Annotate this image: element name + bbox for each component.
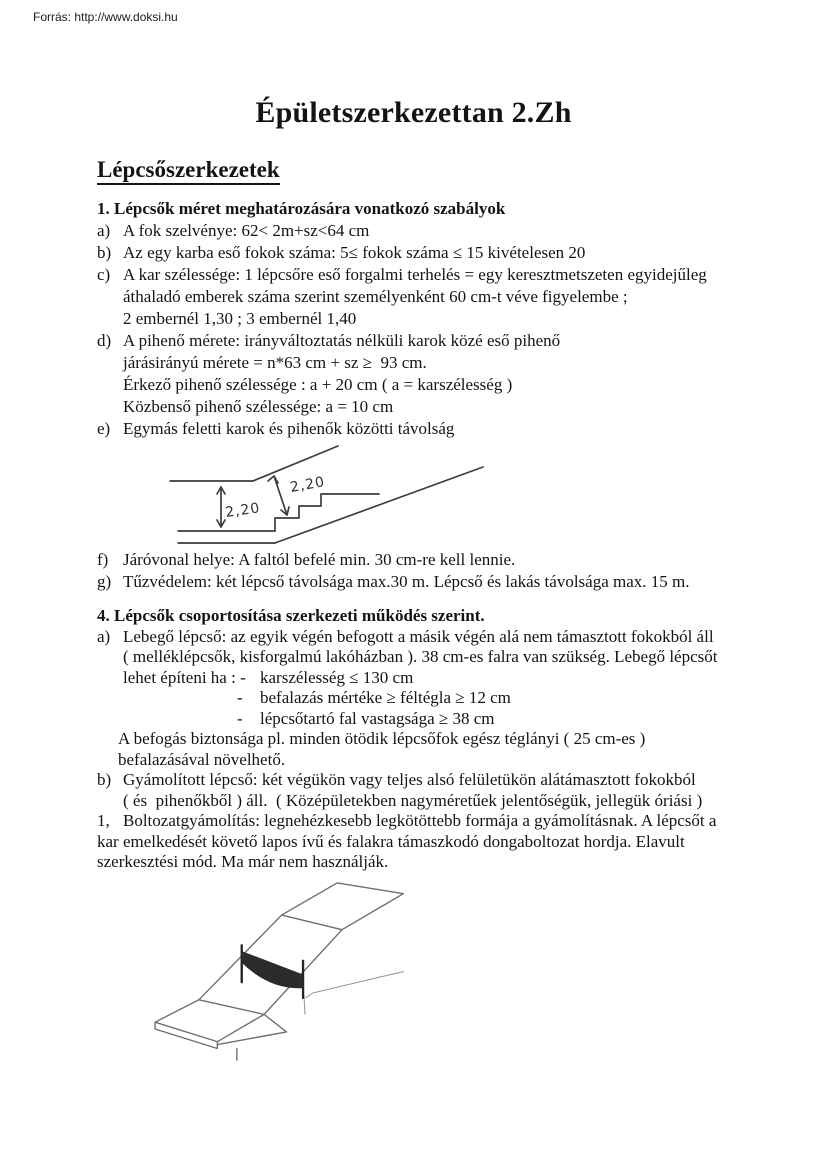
condition-text: lépcsőtartó fal vastagsága ≥ 38 cm [260,708,495,728]
note-text: A befogás biztonsága pl. minden ötödik lépcsőfok egész téglányi ( 25 cm-es ) [118,729,646,748]
figure-stair-clearance [158,443,488,547]
grouping-item-1 [97,811,767,832]
conditions-label: lehet építeni ha : - [123,667,246,687]
conditions-row-1 [123,668,767,689]
item-text: A fok szelvénye: 62< 2m+sz<64 cm [123,221,370,240]
grouping-heading: 4. Lépcsők csoportosítása szerkezeti működés szerint. [97,606,485,625]
item-text: 2 embernél 1,30 ; 3 embernél 1,40 [123,309,357,328]
vaulted-stair-sketch [138,881,473,1066]
item-text: áthaladó emberek száma szerint személyenként 60 cm-t véve figyelembe ; [123,287,628,306]
edge-line [264,1014,286,1032]
rules-section [97,198,767,440]
item-letter: b) [97,770,112,789]
item-text: A pihenő mérete: irányváltoztatás nélküli karok közé eső pihenő [123,331,561,350]
item-text: Tűzvédelem: két lépcső távolsága max.30 m. Lépcső és lakás távolsága max. 15 m. [123,572,690,591]
steps-profile [275,494,379,531]
item-letter: d) [97,331,112,350]
list-item-g [97,571,767,593]
item-letter: a) [97,221,111,240]
grouping-item-b [97,770,767,791]
bullet-dash: - [237,708,243,728]
source-header: Forrás: http://www.doksi.hu [33,10,178,24]
lower-landing-thickness [155,1022,217,1048]
figure-vaulted-stair [138,881,473,1066]
section-heading [97,156,827,184]
section-heading-text: Lépcsőszerkezetek [97,157,280,185]
page-title: Épületszerkezettan 2.Zh [255,96,572,129]
note-text: befalazásával növelhető. [118,749,286,769]
post-extension-line [304,995,305,1014]
dimension-label-diagonal: 2,20 [288,474,327,496]
item-letter: f) [97,550,109,569]
item-text: Közbenső pihenő szélessége: a = 10 cm [123,397,394,416]
rules-section-continued [97,549,767,593]
item-letter: e) [97,419,111,438]
item-text: A kar szélessége: 1 lépcsőre eső forgalmi terhelés = egy keresztmetszeten egyidejűleg [123,265,707,284]
list-item-b [97,242,767,264]
list-item-f [97,549,767,571]
edge-line [217,1031,286,1044]
lower-landing-plane [155,999,264,1041]
grouping-item-a [97,627,767,648]
list-item-e [97,418,767,440]
item-letter: a) [97,626,111,646]
item-text: Az egy karba eső fokok száma: 5≤ fokok száma ≤ 15 kivételesen 20 [123,243,586,262]
item-text: szerkesztési mód. Ma már nem használják. [97,852,389,871]
upper-flight-line [253,446,338,481]
condition-text: befalazás mértéke ≥ féltégla ≥ 12 cm [260,688,511,707]
item-text: Lebegő lépcső: az egyik végén befogott a másik végén alá nem támasztott fokokból áll [123,626,714,646]
conditions-row-2 [123,688,767,709]
item-text: Érkező pihenő szélessége : a + 20 cm ( a = karszélesség ) [123,375,513,394]
item-text: ( és pihenőkből ) áll. ( Középületekben nagyméretűek jelentőségük, jellegük óriási ) [123,790,703,810]
vault-arch [242,951,303,988]
dimension-label-vertical: 2,20 [224,500,262,521]
upper-landing-plane [282,882,404,929]
item-text: Gyámolított lépcső: két végükön vagy teljes alsó felületükön alátámasztott fokokból [123,770,696,789]
item-text: Egymás feletti karok és pihenők közötti távolság [123,419,455,438]
item-text: ( melléklépcsők, kisforgalmú lakóházban ). 38 cm-es falra van szükség. Lebegő lépcsőt [123,647,718,666]
item-text: Boltozatgyámolítás: legnehézkesebb legkötöttebb formája a gyámolításnak. A lépcsőt a [123,811,717,830]
conditions-row-3 [123,709,767,730]
stair-clearance-sketch [158,443,488,547]
diagonal-dimension-arrow [274,476,287,515]
item-text: járásirányú mérete = n*63 cm + sz ≥ 93 cm. [123,353,427,372]
item-letter: g) [97,572,112,591]
faint-guide-line [306,971,403,997]
bullet-dash: - [237,688,243,707]
grouping-section [97,606,767,873]
flight-left-edge [199,915,282,1000]
condition-text: karszélesség ≤ 130 cm [260,667,414,687]
list-item-c [97,264,767,286]
item-letter: c) [97,265,111,284]
item-marker: 1, [97,811,110,830]
item-text: kar emelkedését követő lapos ívű és falakra támaszkodó dongaboltozat hordja. Elavult [97,831,685,851]
list-item-a [97,220,767,242]
rules-heading: 1. Lépcsők méret meghatározására vonatkozó szabályok [97,199,506,218]
item-letter: b) [97,243,112,262]
arrowhead [268,476,278,483]
item-text: Járóvonal helye: A faltól befelé min. 30 cm-re kell lennie. [123,550,516,569]
list-item-d [97,330,767,352]
